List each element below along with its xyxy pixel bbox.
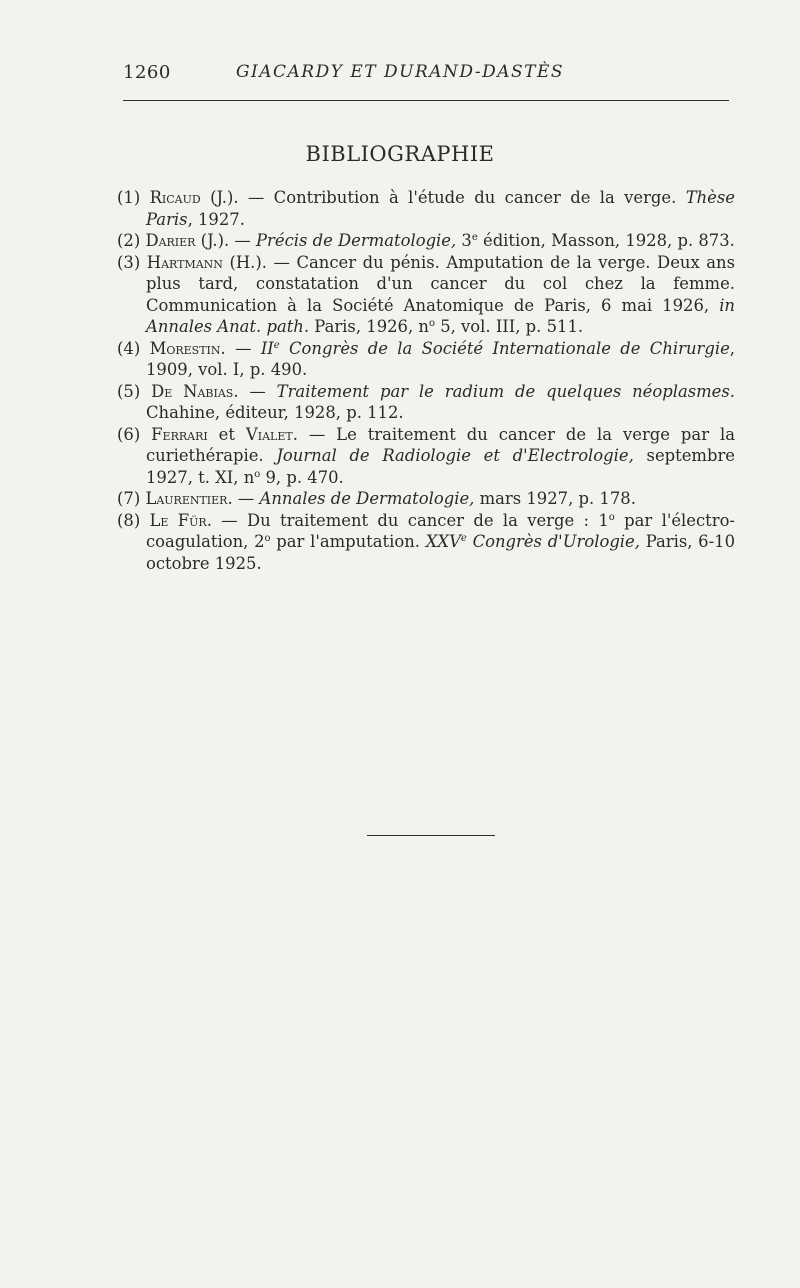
bibliography-entry-2 [117,230,735,252]
entry-text: . — [220,338,261,358]
entry-title: Congrès de la Société Internationale de Chirurgie [279,338,730,358]
bibliography-entry-6 [117,424,735,489]
entry-text: et [207,424,246,444]
entry-tail: 5, vol. III, p. 511. [434,317,584,336]
entry-number: (4) [117,338,141,358]
entry-author: Vialet [245,424,293,444]
entry-tail: Chahine, éditeur, 1928, p. 112. [146,403,404,422]
superscript: o [428,318,435,329]
entry-title: Précis de Dermatologie, [256,231,457,250]
entry-title: XXV [425,532,461,551]
entry-number: (2) [117,231,141,250]
superscript: e [460,533,467,544]
entry-text: (H.). — Cancer du pénis. Amputation de la verge. Deux ans plus tard, constatation d'un cancer du col chez la femme. Communication à la Société Anatomique de Paris, 6 mai 1926, [146,252,735,315]
entry-text: 3 [456,231,472,250]
entry-number: (8) [117,510,141,530]
entry-title: Congrès d'Urologie, [466,532,640,551]
entry-tail: , 1909, vol. I, p. 490. [146,338,735,379]
entry-title: II [260,338,274,358]
page-number: 1260 [123,62,171,83]
entry-author: Morestin [149,338,221,358]
entry-text: (J.). — [195,231,256,250]
entry-text: Paris, 1926, n [309,317,429,336]
entry-number: (6) [117,424,141,444]
header-rule [123,100,729,101]
entry-title: Thèse Paris [146,188,735,229]
superscript: o [264,533,271,544]
entry-text: . — [227,489,260,508]
entry-author: Ricaud [149,188,201,207]
bibliography-entry-5 [117,381,735,424]
entry-tail: Paris, 6-10 octobre 1925. [146,532,735,573]
entry-author: Darier [145,231,196,250]
running-head: GIACARDY ET DURAND-DASTÈS [235,62,565,82]
entry-text: par l'amputation. [270,532,426,551]
entry-author: De Nabias [151,381,234,401]
entry-number: (1) [117,188,141,207]
entry-tail: mars 1927, p. 178. [474,489,636,508]
entry-author: Hartmann [146,252,223,272]
entry-title: Journal de Radiologie et d'Electrologie, [276,446,634,465]
bibliography-entry-8 [117,510,735,575]
entry-text: par l'électro-coagulation, 2 [146,510,735,551]
entry-number: (7) [117,489,141,508]
entry-tail: 9, p. 470. [260,467,344,487]
entry-title: Annales de Dermatologie, [259,489,475,508]
entry-text: . — Le traitement du cancer de la verge par la curiethérapie. [146,424,735,465]
superscript: o [608,511,615,523]
bibliography-entry-3 [117,252,735,338]
superscript: e [273,339,280,351]
entry-text: (J.). — Contribution à l'étude du cancer de la verge. [200,188,686,207]
entry-title: Traitement par le radium de quelques néoplasmes. [276,381,736,401]
entry-tail: édition, Masson, 1928, p. 873. [477,231,735,250]
section-title: BIBLIOGRAPHIE [305,142,495,166]
superscript: e [471,232,478,243]
entry-title: in Annales Anat. path. [146,295,735,336]
entry-author: Laurentier [145,489,228,508]
section-end-rule [367,835,495,836]
entry-text: . — [233,381,277,401]
bibliography-entry-4 [117,338,735,381]
entry-author: Ferrari [151,424,208,444]
superscript: o [254,468,261,480]
entry-tail: , 1927. [187,209,245,229]
entry-number: (5) [117,381,141,401]
entry-author: Le Für [149,510,207,530]
bibliography-entry-1 [117,187,735,230]
bibliography-list [117,187,735,574]
entry-text: septembre 1927, t. XI, n [146,446,735,487]
entry-text: . — Du traitement du cancer de la verge : 1 [206,510,609,530]
entry-number: (3) [117,252,141,272]
bibliography-entry-7 [117,488,735,510]
